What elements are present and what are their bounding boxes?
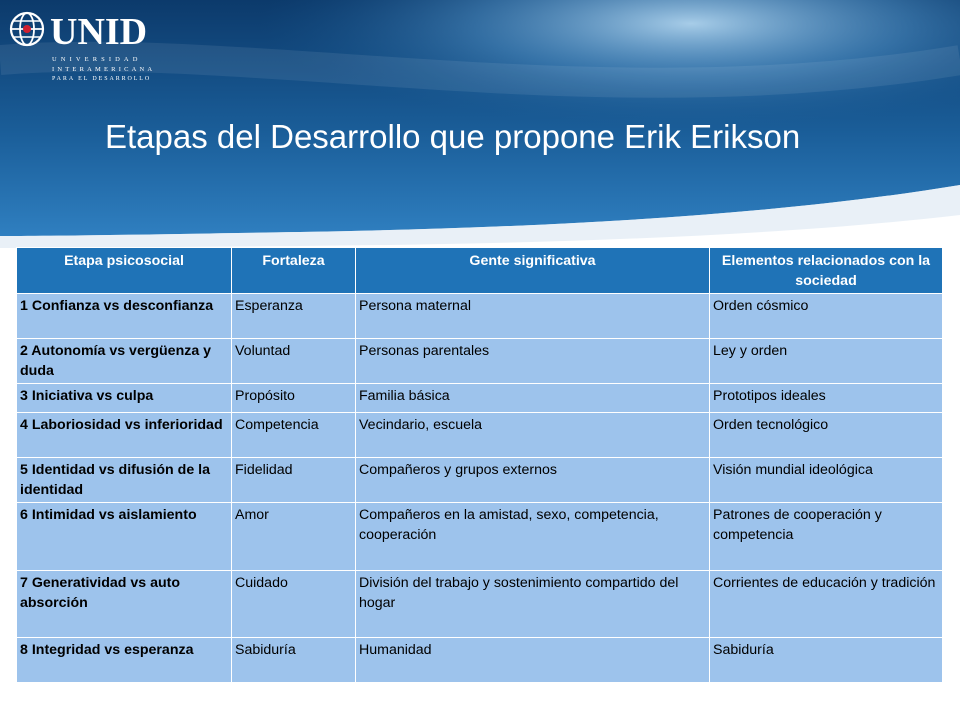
- people-cell: Persona maternal: [356, 294, 710, 339]
- stage-cell: 1 Confianza vs desconfianza: [17, 294, 232, 339]
- table-row: [17, 384, 943, 413]
- strength-cell: Propósito: [232, 384, 356, 413]
- slide-title: Etapas del Desarrollo que propone Erik Erikson: [105, 118, 801, 155]
- society-cell: Orden cósmico: [710, 294, 943, 339]
- society-cell: Visión mundial ideológica: [710, 458, 943, 503]
- strength-cell: Voluntad: [232, 339, 356, 384]
- stage-cell: 8 Integridad vs esperanza: [17, 638, 232, 683]
- table-row: [17, 458, 943, 503]
- column-header-strength: Fortaleza: [232, 248, 356, 294]
- globe-icon: [8, 10, 46, 48]
- people-cell: Vecindario, escuela: [356, 413, 710, 458]
- strength-cell: Fidelidad: [232, 458, 356, 503]
- strength-cell: Competencia: [232, 413, 356, 458]
- strength-cell: Sabiduría: [232, 638, 356, 683]
- logo-line-1: UNIVERSIDAD: [52, 56, 142, 63]
- society-cell: Sabiduría: [710, 638, 943, 683]
- strength-cell: Esperanza: [232, 294, 356, 339]
- table-row: [17, 638, 943, 683]
- stage-cell: 4 Laboriosidad vs inferioridad: [17, 413, 232, 458]
- column-header-significant-people: Gente significativa: [356, 248, 710, 294]
- logo-line-2: INTERAMERICANA: [52, 66, 156, 73]
- table-row: [17, 339, 943, 384]
- society-cell: Corrientes de educación y tradición: [710, 571, 943, 638]
- society-cell: Prototipos ideales: [710, 384, 943, 413]
- column-header-stage: Etapa psicosocial: [17, 248, 232, 294]
- stage-cell: 3 Iniciativa vs culpa: [17, 384, 232, 413]
- society-cell: Ley y orden: [710, 339, 943, 384]
- people-cell: Compañeros y grupos externos: [356, 458, 710, 503]
- table-header-row: [17, 248, 943, 294]
- strength-cell: Cuidado: [232, 571, 356, 638]
- logo-wordmark: UNID: [50, 11, 148, 53]
- people-cell: Compañeros en la amistad, sexo, competencia, cooperación: [356, 503, 710, 571]
- society-cell: Orden tecnológico: [710, 413, 943, 458]
- people-cell: Humanidad: [356, 638, 710, 683]
- erikson-stages-table: [16, 247, 943, 683]
- table-row: [17, 413, 943, 458]
- logo-line-3: PARA EL DESARROLLO: [52, 76, 152, 82]
- table-row: [17, 294, 943, 339]
- people-cell: Personas parentales: [356, 339, 710, 384]
- stage-cell: 6 Intimidad vs aislamiento: [17, 503, 232, 571]
- stage-cell: 5 Identidad vs difusión de la identidad: [17, 458, 232, 503]
- table-row: [17, 503, 943, 571]
- society-cell: Patrones de cooperación y competencia: [710, 503, 943, 571]
- strength-cell: Amor: [232, 503, 356, 571]
- stage-cell: 7 Generatividad vs auto absorción: [17, 571, 232, 638]
- people-cell: División del trabajo y sostenimiento compartido del hogar: [356, 571, 710, 638]
- unid-logo: [8, 10, 178, 80]
- table-row: [17, 571, 943, 638]
- column-header-society-elements: Elementos relacionados con la sociedad: [710, 248, 943, 294]
- people-cell: Familia básica: [356, 384, 710, 413]
- stage-cell: 2 Autonomía vs vergüenza y duda: [17, 339, 232, 384]
